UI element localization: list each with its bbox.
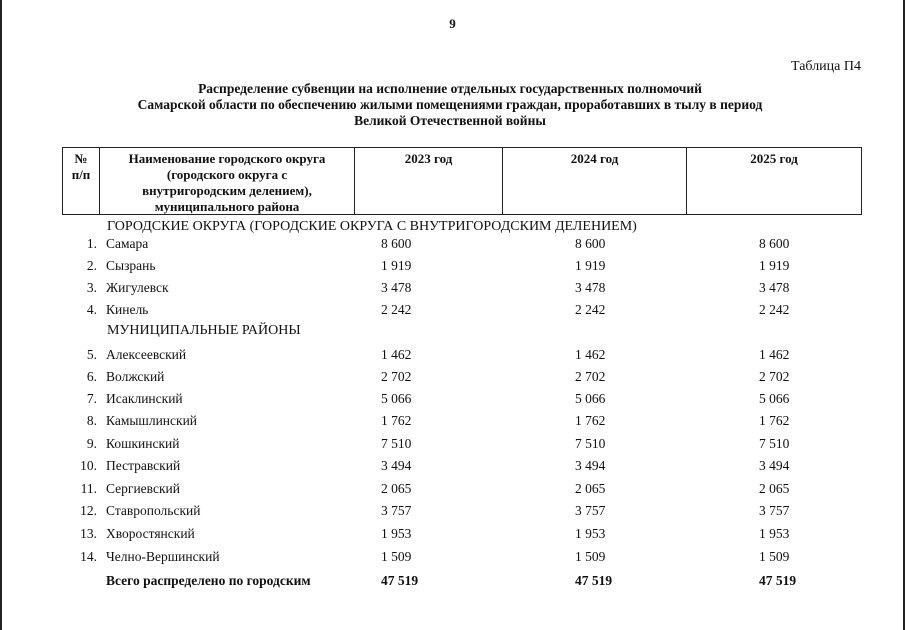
row-number: 14. xyxy=(80,549,97,564)
row-number: 12. xyxy=(80,503,97,518)
row-name: Самара xyxy=(106,236,149,251)
header-year-2024: 2024 год xyxy=(570,151,619,166)
value-2024: 1 919 xyxy=(575,258,606,273)
row-name: Сергиевский xyxy=(106,481,180,496)
value-2024: 3 478 xyxy=(575,280,606,295)
value-2025: 1 953 xyxy=(759,526,790,541)
row-name: Исаклинский xyxy=(106,391,183,406)
row-name: Челно-Вершинский xyxy=(106,549,220,564)
row-name: Пестравский xyxy=(106,458,181,473)
value-2024: 2 242 xyxy=(575,302,606,317)
value-2023: 3 478 xyxy=(381,280,412,295)
value-2023: 1 919 xyxy=(381,258,412,273)
value-2023: 1 509 xyxy=(381,549,412,564)
row-number: 11. xyxy=(80,481,97,496)
value-2023: 3 494 xyxy=(381,458,412,473)
total-row xyxy=(0,573,905,593)
total-label: Всего распределено по городским xyxy=(106,573,311,588)
value-2023: 1 462 xyxy=(381,347,412,362)
row-name: Жигулевск xyxy=(106,280,169,295)
value-2025: 1 919 xyxy=(759,258,790,273)
total-2023: 47 519 xyxy=(381,573,419,588)
row-number: 5. xyxy=(86,347,97,362)
value-2023: 1 762 xyxy=(381,413,412,428)
row-number: 10. xyxy=(80,458,97,473)
total-2024: 47 519 xyxy=(575,573,613,588)
row-name: Камышлинский xyxy=(106,413,198,428)
value-2025: 5 066 xyxy=(759,391,790,406)
value-2024: 1 462 xyxy=(575,347,606,362)
title-line: Великой Отечественной войны xyxy=(354,113,546,128)
page-number: 9 xyxy=(449,16,456,31)
row-name: Алексеевский xyxy=(106,347,187,362)
row-number: 4. xyxy=(86,302,97,317)
value-2025: 7 510 xyxy=(759,436,790,451)
table-label: Таблица П4 xyxy=(791,59,861,74)
table-row xyxy=(0,526,905,546)
value-2024: 1 762 xyxy=(575,413,606,428)
value-2025: 3 494 xyxy=(759,458,790,473)
table-row xyxy=(0,481,905,501)
row-name: Хворостянский xyxy=(106,526,195,541)
row-number: 13. xyxy=(80,526,97,541)
table-row xyxy=(0,503,905,523)
table-row xyxy=(0,458,905,478)
value-2025: 2 242 xyxy=(759,302,790,317)
table-row xyxy=(0,302,905,322)
table-header xyxy=(62,147,862,215)
total-2025: 47 519 xyxy=(759,573,797,588)
value-2024: 7 510 xyxy=(575,436,606,451)
row-number: 6. xyxy=(86,369,97,384)
row-name: Ставропольский xyxy=(106,503,201,518)
table-row xyxy=(0,280,905,300)
row-name: Волжский xyxy=(106,369,165,384)
header-year-2023: 2023 год xyxy=(404,151,453,166)
value-2025: 2 065 xyxy=(759,481,790,496)
value-2025: 1 509 xyxy=(759,549,790,564)
value-2024: 1 953 xyxy=(575,526,606,541)
value-2023: 2 702 xyxy=(381,369,412,384)
value-2025: 1 762 xyxy=(759,413,790,428)
table-row xyxy=(0,258,905,278)
value-2025: 1 462 xyxy=(759,347,790,362)
value-2024: 3 757 xyxy=(575,503,606,518)
value-2023: 3 757 xyxy=(381,503,412,518)
value-2023: 8 600 xyxy=(381,236,412,251)
value-2024: 1 509 xyxy=(575,549,606,564)
value-2024: 3 494 xyxy=(575,458,606,473)
table-row xyxy=(0,549,905,569)
row-name: Кошкинский xyxy=(106,436,180,451)
value-2024: 2 702 xyxy=(575,369,606,384)
value-2023: 2 065 xyxy=(381,481,412,496)
row-number: 7. xyxy=(86,391,97,406)
table-row xyxy=(0,347,905,367)
row-number: 8. xyxy=(86,413,97,428)
document-title xyxy=(60,81,840,129)
header-name: Наименование городского округа (городского округа с внутригородским делением), муниципального района xyxy=(128,151,326,214)
value-2023: 7 510 xyxy=(381,436,412,451)
value-2025: 3 478 xyxy=(759,280,790,295)
header-year-2025: 2025 год xyxy=(750,151,798,166)
table-row xyxy=(0,413,905,433)
row-name: Сызрань xyxy=(106,258,156,273)
value-2023: 5 066 xyxy=(381,391,412,406)
value-2024: 5 066 xyxy=(575,391,606,406)
title-line: Самарской области по обеспечению жилыми помещениями граждан, проработавших в тылу в период xyxy=(137,97,763,112)
table-row xyxy=(0,369,905,389)
value-2024: 2 065 xyxy=(575,481,606,496)
header-num: № п/п xyxy=(71,151,91,182)
row-number: 3. xyxy=(86,280,97,295)
table-row xyxy=(0,236,905,256)
section-title: ГОРОДСКИЕ ОКРУГА (ГОРОДСКИЕ ОКРУГА С ВНУТРИГОРОДСКИМ ДЕЛЕНИЕМ) xyxy=(107,219,637,234)
value-2024: 8 600 xyxy=(575,236,606,251)
row-name: Кинель xyxy=(106,302,149,317)
value-2025: 8 600 xyxy=(759,236,790,251)
table-row xyxy=(0,391,905,411)
row-number: 2. xyxy=(86,258,97,273)
row-number: 9. xyxy=(86,436,97,451)
value-2023: 2 242 xyxy=(381,302,412,317)
value-2023: 1 953 xyxy=(381,526,412,541)
row-number: 1. xyxy=(86,236,97,251)
value-2025: 2 702 xyxy=(759,369,790,384)
value-2025: 3 757 xyxy=(759,503,790,518)
table-row xyxy=(0,436,905,456)
title-line: Распределение субвенции на исполнение отдельных государственных полномочий xyxy=(198,81,702,96)
section-title: МУНИЦИПАЛЬНЫЕ РАЙОНЫ xyxy=(107,323,301,338)
